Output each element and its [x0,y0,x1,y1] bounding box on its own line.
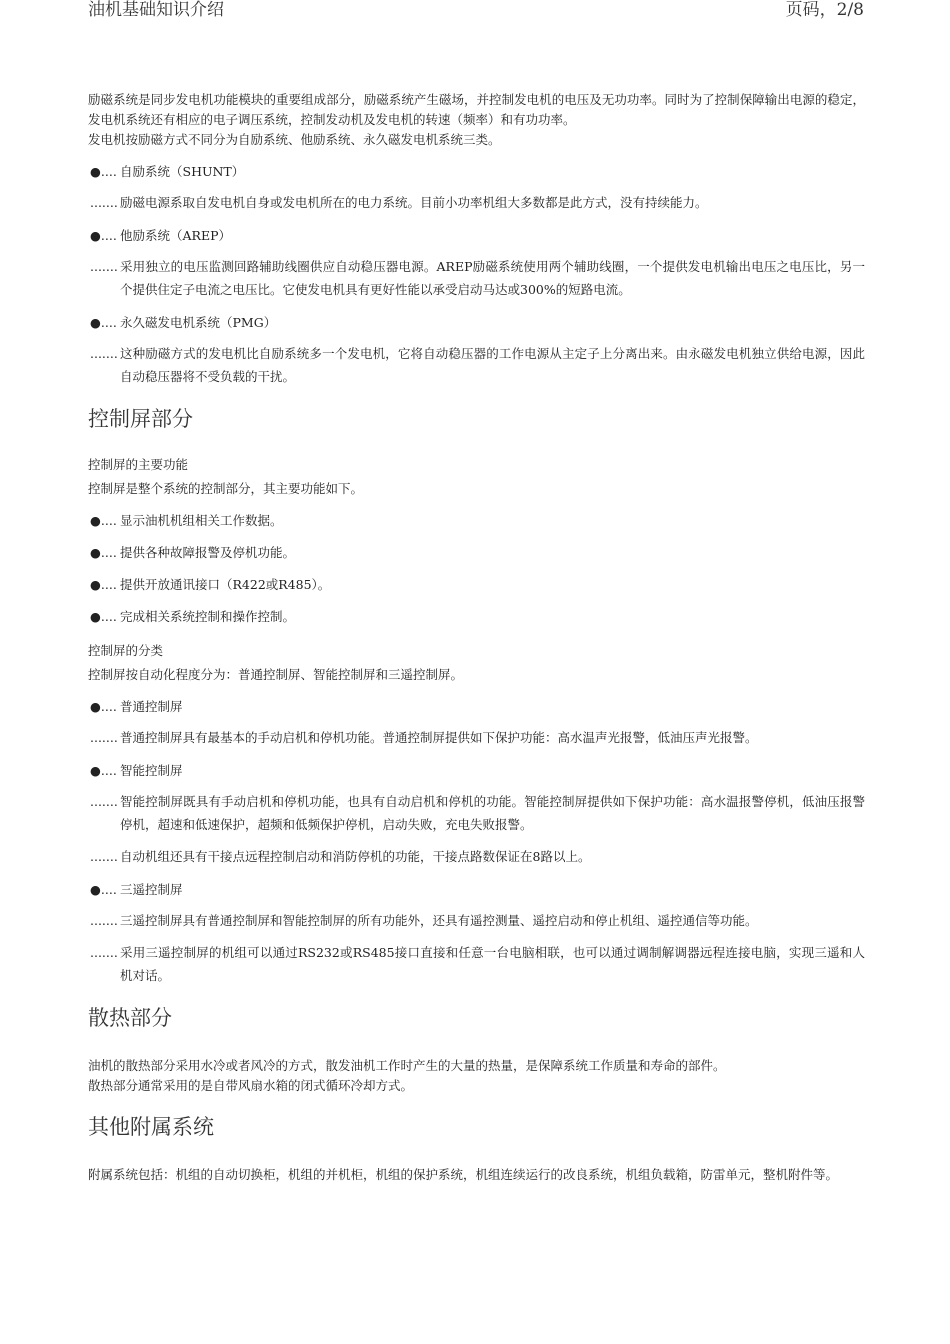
sub-marker: ....... [90,945,118,960]
control-class-desc [88,726,865,749]
section-heading-cooling: 散热部分 [88,1006,172,1030]
control-class-item [88,697,865,717]
control-class-desc-text: 自动机组还具有干接点远程控制启动和消防停机的功能，干接点路数保证在8路以上。 [120,849,591,864]
excitation-intro-paragraph: 发电机按励磁方式不同分为自励系统、他励系统、永久磁发电机系统三类。 [88,132,501,147]
excitation-type-item-text: 他励系统（AREP） [120,228,231,243]
sub-marker: ....... [90,195,118,210]
excitation-type-item [88,313,865,333]
bullet-marker: ●.... [90,513,117,528]
control-classes-intro: 控制屏按自动化程度分为：普通控制屏、智能控制屏和三遥控制屏。 [88,667,464,682]
document-body [88,90,865,1185]
subheading-control-classes: 控制屏的分类 [88,643,164,658]
excitation-type-desc-text: 采用独立的电压监测回路辅助线圈供应自动稳压器电源。AREP励磁系统使用两个辅助线圈，一个提供发电机输出电压之电压比，另一个提供住定子电流之电压比。它使发电机具有更好性能以承受启动马达或300%的短路电流。 [120,259,865,297]
control-class-desc [88,941,865,987]
excitation-intro-paragraph: 励磁系统是同步发电机功能模块的重要组成部分，励磁系统产生磁场，并控制发电机的电压及无功功率。同时为了控制保障输出电源的稳定，发电机系统还有相应的电子调压系统，控制发动机及发电机的转速（频率）和有功功率。 [88,92,865,127]
page-header [88,0,864,24]
bullet-marker: ●.... [90,609,117,624]
control-class-desc-text: 三遥控制屏具有普通控制屏和智能控制屏的所有功能外，还具有遥控测量、遥控启动和停止机组、遥控通信等功能。 [120,913,758,928]
control-class-desc [88,790,865,836]
control-function-item [88,511,865,531]
excitation-type-desc-text: 励磁电源系取自发电机自身或发电机所在的电力系统。目前小功率机组大多数都是此方式，没有持续能力。 [120,195,708,210]
page-number: 页码，2/8 [785,0,864,20]
sub-marker: ....... [90,346,118,361]
section-heading-control: 控制屏部分 [88,407,193,431]
bullet-marker: ●.... [90,882,117,897]
excitation-type-item [88,226,865,246]
section-heading-accessory: 其他附属系统 [88,1115,214,1139]
cooling-paragraph: 油机的散热部分采用水冷或者风冷的方式，散发油机工作时产生的大量的热量，是保障系统工作质量和寿命的部件。 [88,1058,726,1073]
control-class-item-text: 普通控制屏 [120,699,183,714]
control-class-item-text: 三遥控制屏 [120,882,183,897]
bullet-marker: ●.... [90,228,117,243]
control-function-item-text: 显示油机机组相关工作数据。 [120,513,283,528]
excitation-type-desc [88,342,865,388]
excitation-type-item-text: 永久磁发电机系统（PMG） [120,315,277,330]
sub-marker: ....... [90,730,118,745]
accessory-paragraph: 附属系统包括：机组的自动切换柜，机组的并机柜，机组的保护系统，机组连续运行的改良系统，机组负载箱，防雷单元，整机附件等。 [88,1167,839,1182]
control-class-desc-text: 智能控制屏既具有手动启机和停机功能，也具有自动启机和停机的功能。智能控制屏提供如下保护功能：高水温报警停机，低油压报警停机，超速和低速保护，超频和低频保护停机，启动失败，充电失败报警。 [120,794,865,832]
subheading-control-functions: 控制屏的主要功能 [88,457,189,472]
control-function-item [88,543,865,563]
control-class-item [88,761,865,781]
control-class-desc-text: 普通控制屏具有最基本的手动启机和停机功能。普通控制屏提供如下保护功能：高水温声光报警，低油压声光报警。 [120,730,758,745]
sub-marker: ....... [90,849,118,864]
bullet-marker: ●.... [90,164,117,179]
control-class-item-text: 智能控制屏 [120,763,183,778]
control-function-item [88,607,865,627]
control-class-desc-text: 采用三遥控制屏的机组可以通过RS232或RS485接口直接和任意一台电脑相联，也可以通过调制解调器远程连接电脑，实现三遥和人机对话。 [120,945,865,983]
bullet-marker: ●.... [90,699,117,714]
cooling-paragraph: 散热部分通常采用的是自带风扇水箱的闭式循环冷却方式。 [88,1078,414,1093]
sub-marker: ....... [90,259,118,274]
control-function-item-text: 提供开放通讯接口（R422或R485）。 [120,577,331,592]
excitation-type-desc [88,191,865,214]
spacer [88,1032,865,1056]
control-class-desc [88,845,865,868]
sub-marker: ....... [90,794,118,809]
control-function-item [88,575,865,595]
bullet-marker: ●.... [90,315,117,330]
excitation-type-desc-text: 这种励磁方式的发电机比自励系统多一个发电机，它将自动稳压器的工作电源从主定子上分离出来。由永磁发电机独立供给电源，因此自动稳压器将不受负载的干扰。 [120,346,865,384]
bullet-marker: ●.... [90,763,117,778]
control-class-item [88,880,865,900]
excitation-type-item-text: 自励系统（SHUNT） [120,164,245,179]
bullet-marker: ●.... [90,545,117,560]
control-function-item-text: 提供各种故障报警及停机功能。 [120,545,296,560]
bullet-marker: ●.... [90,577,117,592]
control-functions-intro: 控制屏是整个系统的控制部分，其主要功能如下。 [88,481,364,496]
excitation-type-desc [88,255,865,301]
control-function-item-text: 完成相关系统控制和操作控制。 [120,609,296,624]
excitation-type-item [88,162,865,182]
control-class-desc [88,909,865,932]
document-title: 油机基础知识介绍 [88,0,224,20]
sub-marker: ....... [90,913,118,928]
spacer [88,1141,865,1165]
